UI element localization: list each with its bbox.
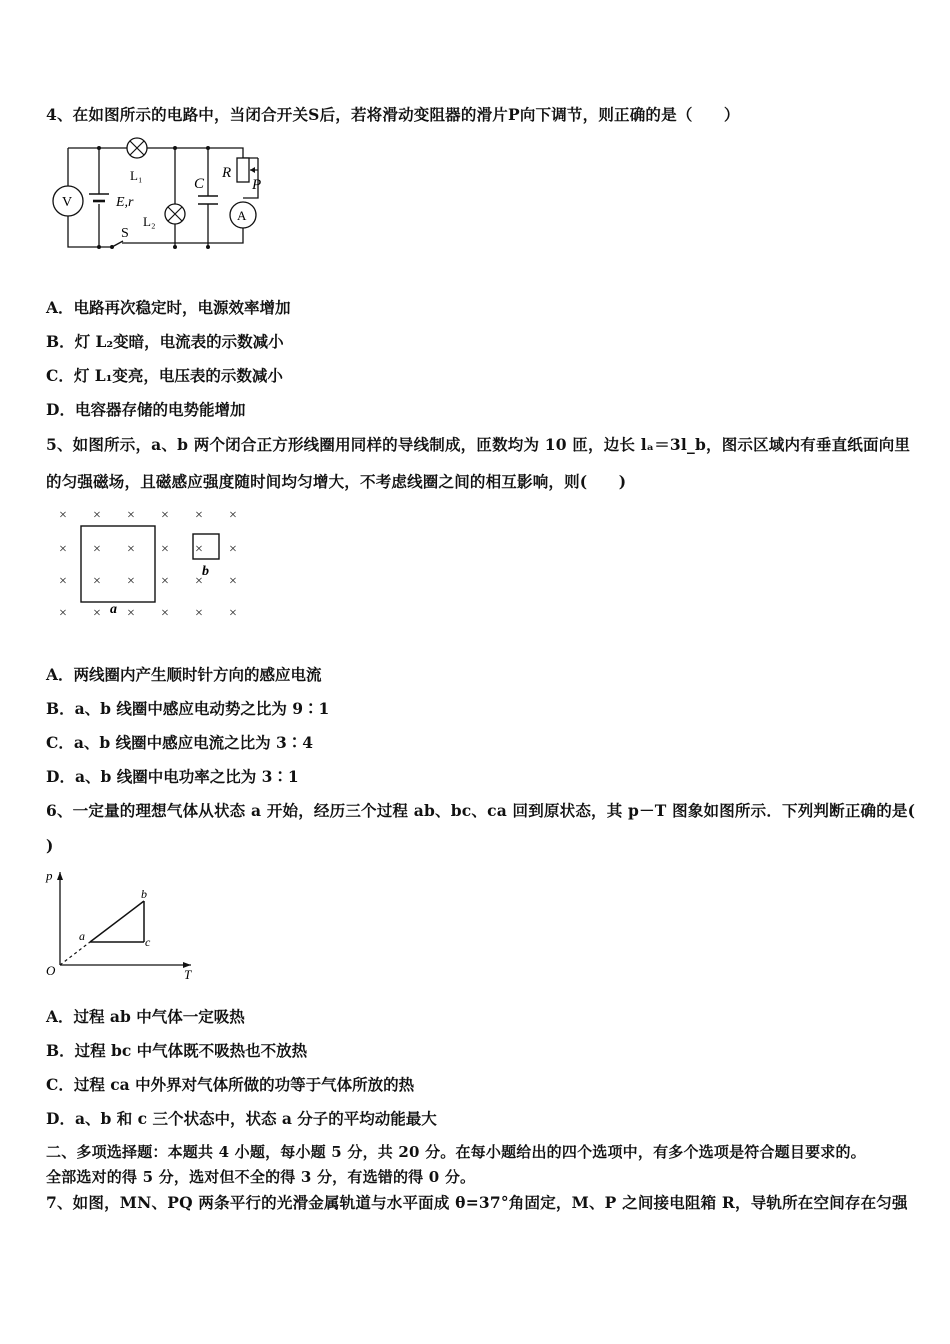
field-cross-icon: ×	[59, 606, 67, 621]
field-cross-icon: ×	[195, 542, 203, 557]
field-cross-icon: ×	[161, 606, 169, 621]
field-cross-icon: ×	[93, 508, 101, 523]
field-cross-icon: ×	[229, 542, 237, 557]
state-a-label: a	[79, 929, 85, 943]
field-cross-icon: ×	[93, 574, 101, 589]
slider-label: P	[252, 177, 262, 193]
coil-a	[81, 526, 155, 602]
q4-option-d: D．电容器存储的电势能增加	[46, 400, 246, 419]
t-axis-label: T	[184, 967, 192, 982]
section2-heading-line2: 全部选对的得 5 分，选对但不全的得 3 分，有选错的得 0 分。	[46, 1168, 476, 1186]
field-cross-icon: ×	[127, 606, 135, 621]
q4-option-b: B．灯 L₂变暗，电流表的示数减小	[46, 332, 284, 351]
field-cross-icon: ×	[127, 508, 135, 523]
rheostat-label: R	[222, 165, 232, 181]
dashed-extension	[60, 942, 90, 965]
junction-dots	[97, 146, 210, 249]
field-cross-icon: ×	[127, 574, 135, 589]
origin-label: O	[46, 963, 56, 978]
field-cross-icon: ×	[161, 574, 169, 589]
rheostat-icon	[237, 158, 249, 182]
state-c-label: c	[145, 935, 151, 949]
voltmeter-label: V	[62, 195, 73, 210]
q4-option-a: A．电路再次稳定时，电源效率增加	[46, 298, 291, 317]
switch-label: S	[121, 226, 129, 241]
lamp-l2-label: L₂	[143, 214, 156, 229]
p-axis-label: p	[46, 868, 53, 883]
switch-icon	[112, 241, 123, 247]
q5-option-c: C．a、b 线圈中感应电流之比为 3∶4	[46, 733, 314, 752]
q5-magnetic-field-figure	[50, 500, 250, 625]
q5-stem-line2: 的匀强磁场，且磁感应强度随时间均匀增大，不考虑线圈之间的相互影响，则( )	[46, 472, 627, 491]
field-cross-icon: ×	[59, 542, 67, 557]
q7-stem-line1: 7、如图，MN、PQ 两条平行的光滑金属轨道与水平面成 θ=37°角固定，M、P 之间接电阻箱 R，导轨所在空间存在匀强	[46, 1193, 908, 1212]
field-cross-icon: ×	[59, 574, 67, 589]
field-cross-icon: ×	[93, 606, 101, 621]
field-cross-icon: ×	[195, 606, 203, 621]
ammeter-label: A	[237, 208, 247, 223]
q4-option-c: C．灯 L₁变亮，电压表的示数减小	[46, 366, 283, 385]
field-cross-icon: ×	[229, 508, 237, 523]
q5-option-a: A．两线圈内产生顺时针方向的感应电流	[46, 665, 322, 684]
capacitor-label: C	[194, 176, 205, 192]
field-cross-icon: ×	[161, 508, 169, 523]
field-cross-icon: ×	[59, 508, 67, 523]
process-ab	[90, 901, 144, 942]
lamp-l1-label: L₁	[130, 168, 143, 183]
q5-option-b: B．a、b 线圈中感应电动势之比为 9∶1	[46, 699, 330, 718]
field-cross-icon: ×	[229, 606, 237, 621]
field-cross-icon: ×	[93, 542, 101, 557]
q6-option-c: C．过程 ca 中外界对气体所做的功等于气体所放的热	[46, 1075, 415, 1094]
field-cross-icon: ×	[161, 542, 169, 557]
q6-stem-line2: )	[46, 836, 54, 855]
circuit-wires	[68, 148, 258, 247]
coil-a-label: a	[110, 602, 117, 617]
q6-stem-line1: 6、一定量的理想气体从状态 a 开始，经历三个过程 ab、bc、ca 回到原状态，其 p－T 图象如图所示．下列判断正确的是(	[46, 801, 916, 820]
q5-option-d: D．a、b 线圈中电功率之比为 3∶1	[46, 767, 299, 786]
state-b-label: b	[141, 887, 147, 901]
field-cross-icon: ×	[195, 574, 203, 589]
q6-option-a: A．过程 ab 中气体一定吸热	[46, 1007, 245, 1026]
battery-label: E,r	[116, 195, 134, 210]
q4-circuit-figure	[46, 138, 276, 253]
field-cross-icon: ×	[229, 574, 237, 589]
coil-b-label: b	[202, 564, 209, 579]
q6-option-b: B．过程 bc 中气体既不吸热也不放热	[46, 1041, 308, 1060]
q5-stem-line1: 5、如图所示，a、b 两个闭合正方形线圈用同样的导线制成，匝数均为 10 匝，边长 lₐ＝3l_b，图示区域内有垂直纸面向里	[46, 435, 911, 454]
field-cross-icon: ×	[195, 508, 203, 523]
q4-stem: 4、在如图所示的电路中，当闭合开关S后，若将滑动变阻器的滑片P向下调节，则正确的是（ ）	[46, 105, 740, 124]
field-cross-icon: ×	[127, 542, 135, 557]
q6-pt-graph	[46, 866, 206, 986]
section2-heading-line1: 二、多项选择题：本题共 4 小题，每小题 5 分，共 20 分。在每小题给出的四个选项中，有多个选项是符合题目要求的。	[46, 1143, 866, 1161]
q6-option-d: D．a、b 和 c 三个状态中，状态 a 分子的平均动能最大	[46, 1109, 437, 1128]
